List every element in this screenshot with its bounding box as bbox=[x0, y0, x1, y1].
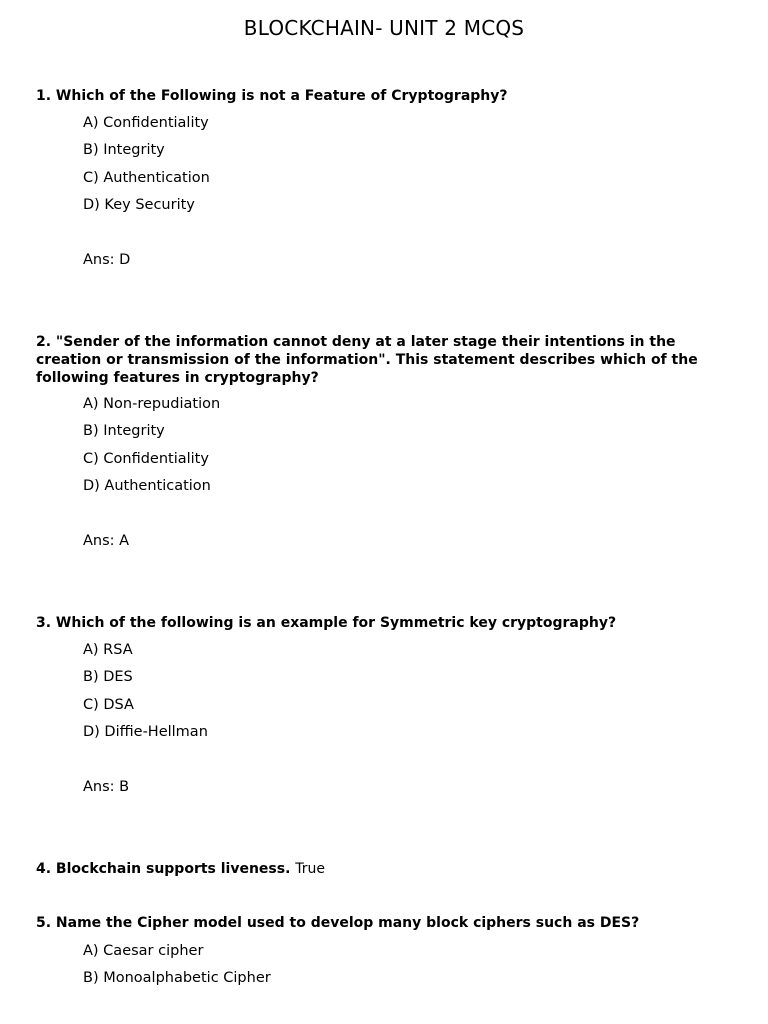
question-5-option-b: B) Monoalphabetic Cipher bbox=[83, 970, 271, 986]
page-title: BLOCKCHAIN- UNIT 2 MCQS bbox=[243, 16, 525, 40]
question-2-option-a: A) Non-repudiation bbox=[83, 396, 221, 412]
question-2-option-d: D) Authentication bbox=[83, 478, 211, 494]
question-1-text: 1. Which of the Following is not a Feature of Cryptography? bbox=[36, 88, 508, 104]
question-3-text: 3. Which of the following is an example for Symmetric key cryptography? bbox=[36, 615, 617, 631]
question-1-option-c: C) Authentication bbox=[83, 170, 210, 186]
question-4-answer: True bbox=[295, 861, 326, 877]
question-3-option-b: B) DES bbox=[83, 669, 133, 685]
question-4-statement: 4. Blockchain supports liveness. bbox=[36, 861, 291, 877]
question-5-option-a: A) Caesar cipher bbox=[83, 943, 204, 959]
question-1-option-d: D) Key Security bbox=[83, 197, 195, 213]
question-3-answer: Ans: B bbox=[83, 779, 130, 795]
question-2-option-b: B) Integrity bbox=[83, 423, 165, 439]
question-2-option-c: C) Confidentiality bbox=[83, 451, 209, 467]
question-1-answer: Ans: D bbox=[83, 252, 131, 268]
question-1-option-b: B) Integrity bbox=[83, 142, 165, 158]
question-3-option-c: C) DSA bbox=[83, 697, 134, 713]
question-2-text: 2. "Sender of the information cannot deny at a later stage their intentions in the creation or transmission of the information". This statement describes which of the following features in cryptography? bbox=[36, 334, 698, 386]
question-1-option-a: A) Confidentiality bbox=[83, 115, 209, 131]
question-3-option-a: A) RSA bbox=[83, 642, 133, 658]
question-5-text: 5. Name the Cipher model used to develop many block ciphers such as DES? bbox=[36, 915, 640, 931]
question-4-text bbox=[36, 860, 736, 878]
question-3-option-d: D) Diffie-Hellman bbox=[83, 724, 208, 740]
question-2-answer: Ans: A bbox=[83, 533, 130, 549]
